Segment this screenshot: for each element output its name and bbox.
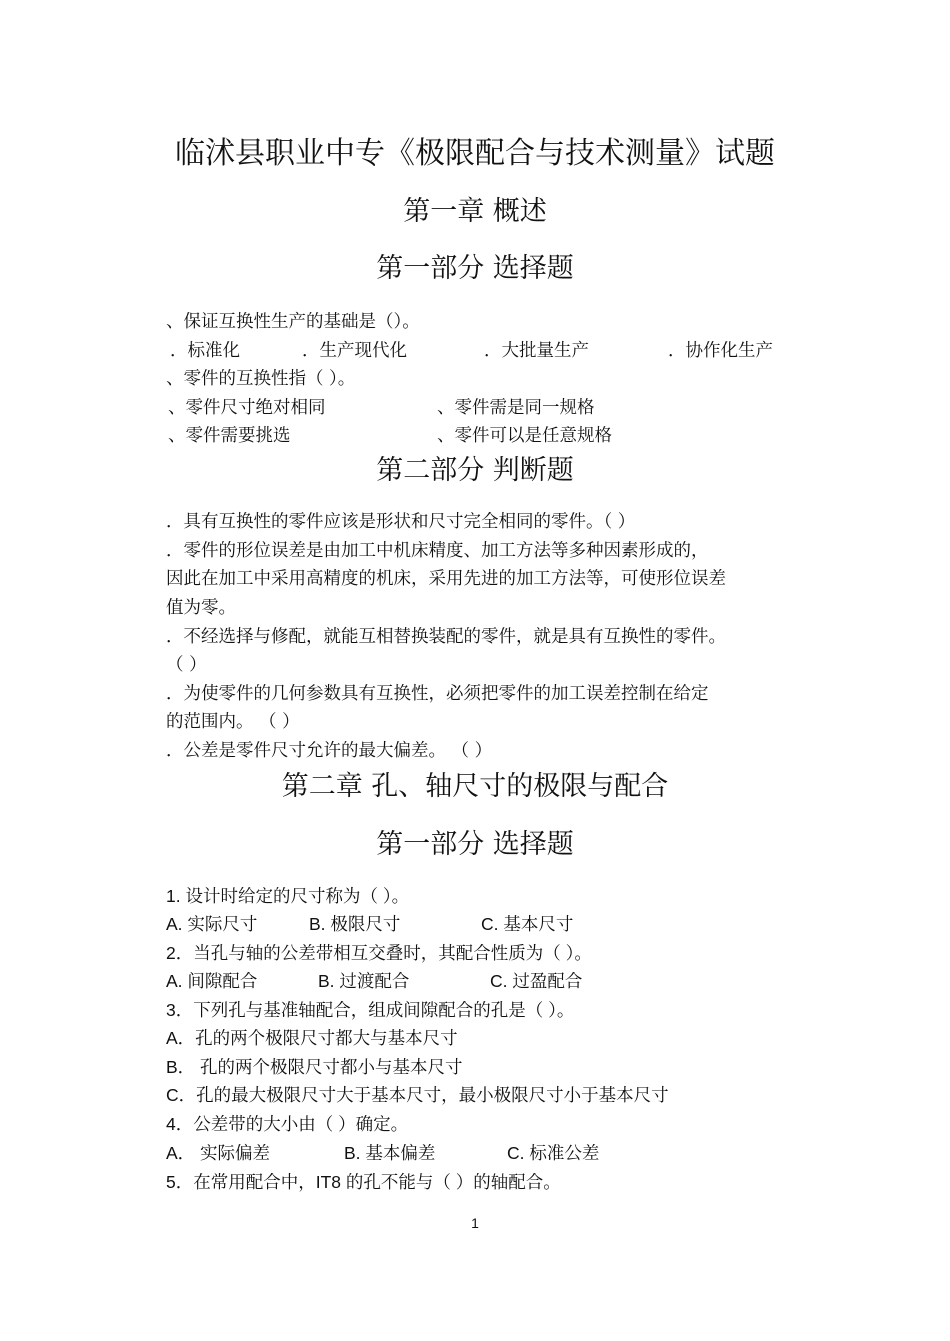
ch2-q5: 5．在常用配合中，IT8 的孔不能与（ ）的轴配合。 <box>166 1172 561 1192</box>
ch1-tf-line-9: ．公差是零件尺寸允许的最大偏差。 （ ） <box>166 741 493 761</box>
ch2-q3-option-c: C．孔的最大极限尺寸大于基本尺寸，最小极限尺寸小于基本尺寸 <box>166 1085 669 1105</box>
document-title: 临沭县职业中专《极限配合与技术测量》试题 <box>175 136 775 171</box>
ch2-q4-option-a: A． 实际偏差 <box>166 1143 271 1163</box>
ch2-q1-option-b: B. 极限尺寸 <box>309 914 401 934</box>
ch2-q2-option-a: A. 间隙配合 <box>166 971 258 991</box>
ch1-tf-line-6: （ ） <box>166 655 207 675</box>
ch1-q2: 、零件的互换性指（ ）。 <box>166 369 356 389</box>
ch2-q1-option-c: C. 基本尺寸 <box>481 914 574 934</box>
ch1-tf-line-1: ．具有互换性的零件应该是形状和尺寸完全相同的零件。（ ） <box>166 512 636 532</box>
ch2-q4-option-c: C. 标准公差 <box>507 1143 600 1163</box>
ch1-tf-line-3: 因此在加工中采用高精度的机床，采用先进的加工方法等，可使形位误差 <box>166 569 726 589</box>
ch1-q1: 、保证互换性生产的基础是（）。 <box>166 312 420 332</box>
ch2-q3-option-a: A．孔的两个极限尺寸都大与基本尺寸 <box>166 1028 458 1048</box>
ch1-q2-option-b: 、零件需是同一规格 <box>437 398 595 418</box>
chapter1-part1-heading: 第一部分 选择题 <box>376 253 574 284</box>
ch2-q1: 1. 设计时给定的尺寸称为（ ）。 <box>166 886 410 906</box>
ch1-tf-line-4: 值为零。 <box>166 598 236 618</box>
ch1-tf-line-5: ．不经选择与修配，就能互相替换装配的零件，就是具有互换性的零件。 <box>166 627 726 647</box>
ch1-tf-line-7: ．为使零件的几何参数具有互换性，必须把零件的加工误差控制在给定 <box>166 684 709 704</box>
chapter1-heading: 第一章 概述 <box>403 196 547 227</box>
ch1-q1-option-d: ．协作化生产 <box>668 341 773 361</box>
ch2-q3-option-b: B． 孔的两个极限尺寸都小与基本尺寸 <box>166 1057 463 1077</box>
ch2-q4-option-b: B. 基本偏差 <box>344 1143 436 1163</box>
ch2-q1-option-a: A. 实际尺寸 <box>166 914 258 934</box>
ch1-q2-option-a: 、零件尺寸绝对相同 <box>168 398 326 418</box>
page-number: 1 <box>471 1215 479 1231</box>
ch2-q2-option-c: C. 过盈配合 <box>490 971 583 991</box>
ch2-q4: 4．公差带的大小由（ ）确定。 <box>166 1114 409 1134</box>
chapter2-heading: 第二章 孔、轴尺寸的极限与配合 <box>281 771 669 802</box>
ch2-q3: 3．下列孔与基准轴配合，组成间隙配合的孔是（ ）。 <box>166 1000 575 1020</box>
ch1-q2-option-c: 、零件需要挑选 <box>168 426 291 446</box>
ch1-tf-line-2: ．零件的形位误差是由加工中机床精度、加工方法等多种因素形成的， <box>166 541 709 561</box>
ch1-q2-option-d: 、零件可以是任意规格 <box>437 426 612 446</box>
ch2-q2-option-b: B. 过渡配合 <box>318 971 410 991</box>
ch2-q2: 2．当孔与轴的公差带相互交叠时，其配合性质为（ ）。 <box>166 943 592 963</box>
ch1-q1-option-a: ．标准化 <box>170 341 240 361</box>
ch1-q1-option-b: ．生产现代化 <box>302 341 407 361</box>
chapter1-part2-heading: 第二部分 判断题 <box>376 455 574 486</box>
ch1-q1-option-c: ．大批量生产 <box>484 341 589 361</box>
ch1-tf-line-8: 的范围内。 （ ） <box>166 712 300 732</box>
chapter2-part1-heading: 第一部分 选择题 <box>376 829 574 860</box>
